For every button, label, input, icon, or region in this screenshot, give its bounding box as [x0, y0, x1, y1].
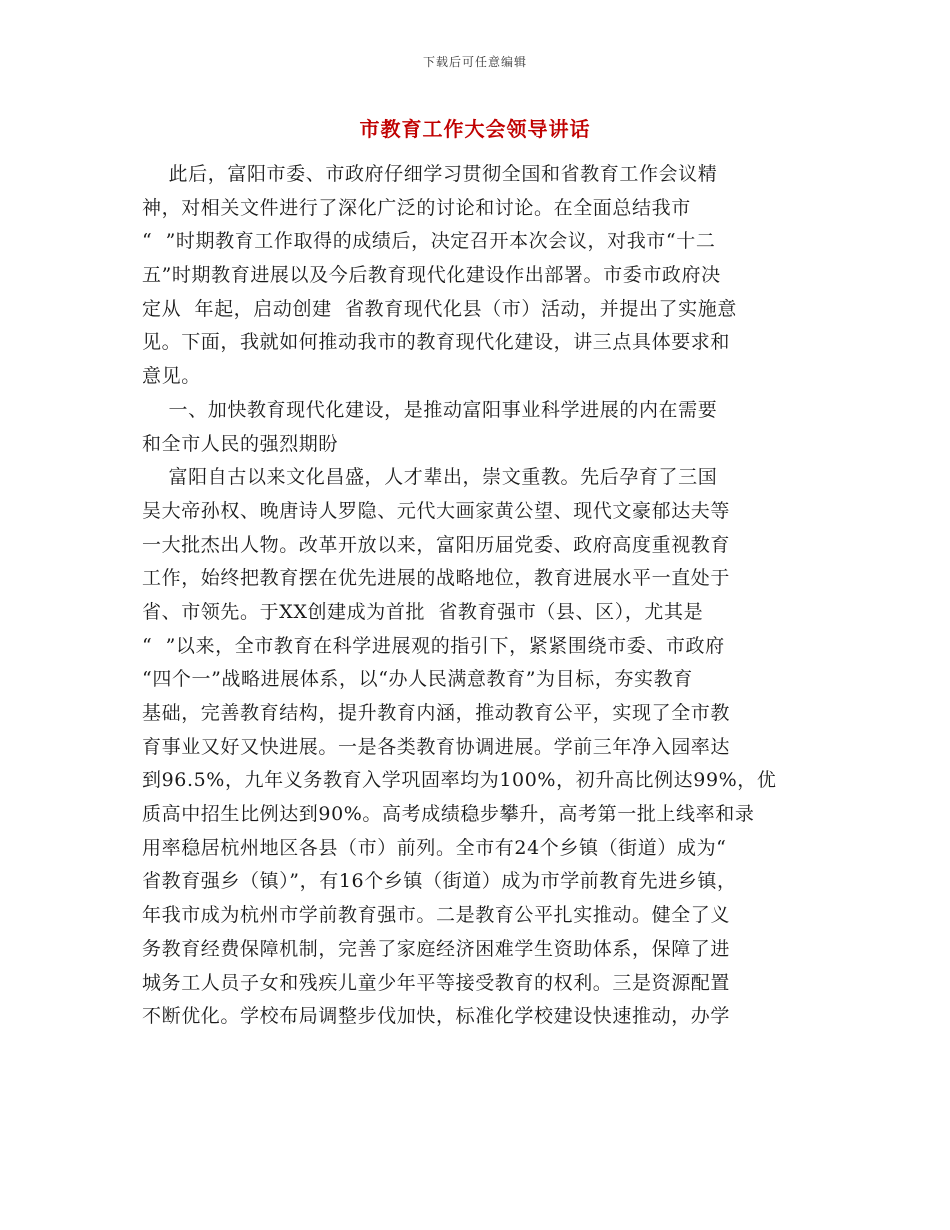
- text-line: 年我市成为杭州市学前教育强市。二是教育公平扎实推动。健全了义: [142, 904, 731, 927]
- text-line: “四个一”战略进展体系，以“办人民满意教育”为目标，夯实教育: [142, 668, 693, 691]
- text-line: 此后，富阳市委、市政府仔细学习贯彻全国和省教育工作会议精: [142, 163, 718, 185]
- text-line: 神，对相关文件进行了深化广泛的讨论和讨论。在全面总结我市: [142, 196, 691, 219]
- header-note: 下载后可任意编辑: [422, 55, 527, 69]
- text-line: 质高中招生比例达到90%。高考成绩稳步攀升，高考第一批上线率和录: [142, 803, 755, 826]
- text-line: “ ”以来，全市教育在科学进展观的指引下，紧紧围绕市委、市政府: [142, 634, 725, 657]
- text-line: 育事业又好又快进展。一是各类教育协调进展。学前三年净入园率达: [142, 735, 731, 758]
- text-line: 定从 年起，启动创建 省教育现代化县（市）活动，并提出了实施意: [142, 297, 737, 320]
- text-line: 五”时期教育进展以及今后教育现代化建设作出部署。市委市政府决: [142, 264, 721, 287]
- text-line: 到96.5%，九年义务教育入学巩固率均为100%，初升高比例达99%，优: [142, 769, 777, 792]
- text-line: 省、市领先。于XX创建成为首批 省教育强市（县、区），尤其是: [142, 600, 704, 623]
- text-line: 不断优化。学校布局调整步伐加快，标准化学校建设快速推动，办学: [142, 1005, 731, 1028]
- text-line: 省教育强乡（镇）”，有16个乡镇（街道）成为市学前教育先进乡镇，: [142, 870, 737, 893]
- document-title: 市教育工作大会领导讲话: [359, 117, 591, 141]
- text-line: 一大批杰出人物。改革开放以来，富阳历届党委、政府高度重视教育: [142, 533, 731, 556]
- text-line: 工作，始终把教育摆在优先进展的战略地位，教育进展水平一直处于: [142, 567, 731, 590]
- text-line: 用率稳居杭州地区各县（市）前列。全市有24个乡镇（街道）成为“: [142, 836, 727, 859]
- text-line: 一、加快教育现代化建设，是推动富阳事业科学进展的内在需要: [142, 398, 718, 421]
- text-line: 见。下面，我就如何推动我市的教育现代化建设，讲三点具体要求和: [142, 331, 731, 354]
- body-text: [142, 158, 804, 1034]
- text-line: 务教育经费保障机制，完善了家庭经济困难学生资助体系，保障了进: [142, 937, 731, 960]
- text-line: 和全市人民的强烈期盼: [142, 432, 339, 455]
- text-line: 富阳自古以来文化昌盛，人才辈出，崇文重教。先后孕育了三国: [142, 466, 718, 489]
- text-line: 基础，完善教育结构，提升教育内涵，推动教育公平，实现了全市教: [142, 702, 731, 724]
- text-line: “ ”时期教育工作取得的成绩后，决定召开本次会议，对我市“十二: [142, 230, 716, 253]
- text-line: 城务工人员子女和残疾儿童少年平等接受教育的权利。三是资源配置: [142, 971, 731, 994]
- text-line: 吴大帝孙权、晚唐诗人罗隐、元代大画家黄公望、现代文豪郁达夫等: [142, 499, 731, 522]
- text-line: 意见。: [142, 365, 201, 388]
